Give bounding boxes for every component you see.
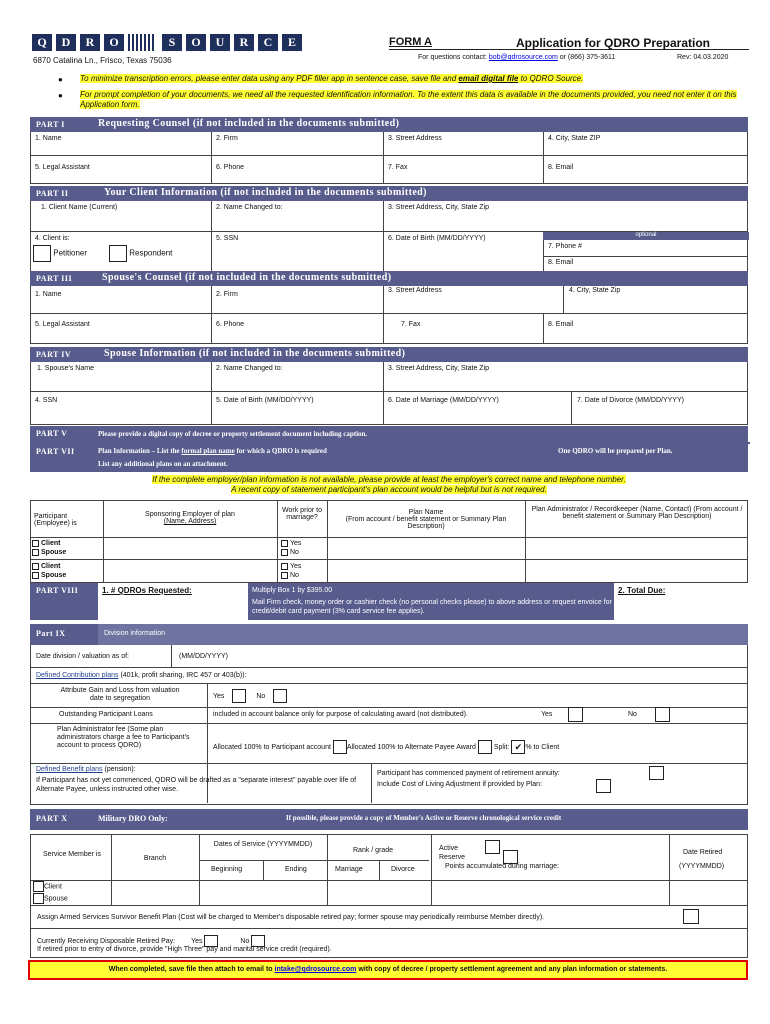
plan-name-header <box>341 509 511 530</box>
part-7-text-a: Plan Information – List the <box>98 447 182 455</box>
alloc-participant-checkbox[interactable] <box>333 740 347 754</box>
military-spouse-checkbox[interactable] <box>33 893 44 904</box>
high-three-note: If retired prior to entry of divorce, provide "High Three" pay and marital service credit (required). <box>37 946 332 953</box>
spouse-counsel-firm-field[interactable]: 2. Firm <box>216 291 238 298</box>
part-1-header <box>30 117 748 132</box>
part-title: Your Client Information (if not included in the documents submitted) <box>104 187 427 198</box>
logo-stripes-icon <box>128 34 156 51</box>
client-checkbox[interactable] <box>32 540 39 547</box>
client-email-field[interactable]: 8. Email <box>548 259 574 266</box>
counsel-firm-field[interactable]: 2. Firm <box>216 135 238 142</box>
part-label: PART III <box>36 274 73 283</box>
email-digital-file-link[interactable]: email digital file <box>458 74 519 83</box>
date-division-field[interactable]: (MM/DD/YYYY) <box>179 653 228 660</box>
client-phone-field[interactable]: 7. Phone # <box>548 243 582 250</box>
spouse-checkbox[interactable] <box>32 572 39 579</box>
footer-instructions <box>28 960 748 980</box>
contact-prefix: For questions contact: <box>418 54 487 61</box>
logo-letter: S <box>162 34 182 51</box>
agl-label: Attribute Gain and Loss from valuation date to segregation <box>60 687 180 702</box>
footer-text-b: with copy of decree / property settlement agreement and any plan information or statements. <box>356 966 668 973</box>
loans-no-label: No <box>628 711 637 718</box>
note-1-text-b: to QDRO Source. <box>518 74 584 83</box>
one-qdro-note: One QDRO will be prepared per Plan. <box>558 447 673 455</box>
part-7-line-1 <box>98 447 327 455</box>
client-name-field[interactable]: 1. Client Name (Current) <box>41 204 118 211</box>
header-rule <box>389 49 749 50</box>
plan-note-line-2: A recent copy of statement participant's plan account would be helpful but is not required. <box>231 485 547 494</box>
total-due-label: 2. Total Due: <box>618 586 666 595</box>
note-1 <box>80 74 748 83</box>
date-retired-format: (YYYYMMDD) <box>679 863 725 870</box>
spouse-name-field[interactable]: 1. Spouse's Name <box>37 365 94 372</box>
receiving-label: Currently Receiving Disposable Retired Pay: <box>37 937 176 945</box>
footer-text-a: When completed, save file then attach to email to <box>108 966 275 973</box>
yes-checkbox[interactable] <box>281 540 288 547</box>
part-7-header <box>30 444 748 472</box>
service-member-header: Service Member is <box>43 851 101 858</box>
optional-badge: optional <box>543 232 749 240</box>
employer-header-1: Sponsoring Employer of plan <box>145 511 235 518</box>
plan-note <box>30 475 748 495</box>
checkbox-box[interactable] <box>596 779 611 793</box>
logo-letter: C <box>258 34 278 51</box>
split-label: Split: <box>493 743 510 751</box>
active-label: Active <box>439 845 459 852</box>
part-3-row-2 <box>30 314 748 344</box>
split-pct-label: % to Client <box>525 743 560 751</box>
checkbox-box[interactable] <box>568 707 583 722</box>
loans-no-checkbox[interactable] <box>655 707 670 722</box>
checkbox-box[interactable] <box>503 850 518 864</box>
checkbox-box[interactable] <box>485 840 500 854</box>
date-of-marriage-field[interactable]: 6. Date of Marriage (MM/DD/YYYY) <box>388 397 499 404</box>
yes-checkbox[interactable] <box>281 563 288 570</box>
loans-label: Outstanding Participant Loans <box>59 711 153 718</box>
points-label: Points accumulated during marriage: <box>445 863 560 870</box>
part-10-header <box>30 809 748 830</box>
dc-label: Defined Contribution plans <box>36 672 119 679</box>
no-label: No <box>240 937 250 945</box>
spouse-label: Spouse <box>44 895 68 903</box>
db-rest: (pension): <box>102 766 136 773</box>
part-label: PART X <box>36 814 68 823</box>
spouse-counsel-city-field[interactable]: 4. City, State Zip <box>569 287 621 294</box>
spouse-counsel-phone-field[interactable]: 6. Phone <box>216 321 245 328</box>
respondent-label: Respondent <box>129 248 173 258</box>
row-2-participant <box>32 562 66 580</box>
client-checkbox[interactable] <box>32 563 39 570</box>
row-1-work-prior <box>281 539 301 557</box>
agl-options <box>213 689 287 703</box>
part-10-note: If possible, please provide a copy of Member's Active or Reserve chronological service credit <box>286 814 562 822</box>
spouse-address-field[interactable]: 3. Street Address, City, State Zip <box>388 365 490 372</box>
part-label: PART IV <box>36 350 72 359</box>
counsel-fax-field[interactable]: 7. Fax <box>388 164 408 171</box>
spouse-label: Spouse <box>41 572 67 579</box>
divorce-header: Divorce <box>391 866 415 873</box>
fee-label: Plan Administrator fee (Some plan administrators charge a fee to Participant's account to process QDRO) <box>57 726 190 749</box>
receiving-row <box>30 929 748 958</box>
rank-header: Rank / grade <box>353 847 394 854</box>
annuity-label: Participant has commenced payment of retirement annuity: <box>377 770 560 777</box>
note-2-text: For prompt completion of your documents, we need all the requested identification information. To the extent this data is available in the documents provided, you need not enter it on this Application form. <box>80 90 737 109</box>
part-label: PART V <box>36 429 68 438</box>
revision: Rev: 04.03.2020 <box>677 54 729 61</box>
bullet: ● <box>58 75 63 84</box>
client-dob-field[interactable]: 6. Date of Birth (MM/DD/YYYY) <box>388 235 486 242</box>
plan-name-header-1: Plan Name <box>408 509 444 516</box>
yes-label: Yes <box>290 540 302 547</box>
branch-header: Branch <box>143 855 167 862</box>
alloc-payee-checkbox[interactable] <box>478 740 492 754</box>
part-label: PART VIII <box>36 586 79 595</box>
client-ssn-field[interactable]: 5. SSN <box>216 235 239 242</box>
part-2-header <box>30 186 748 201</box>
contact-email-link[interactable]: bob@qdrosource.com <box>488 54 558 61</box>
petitioner-checkbox[interactable] <box>33 245 51 262</box>
db-label: Defined Benefit plans <box>36 766 103 773</box>
total-due-field[interactable] <box>614 583 748 620</box>
checkbox-box[interactable] <box>683 909 699 924</box>
spouse-name-changed-field[interactable]: 2. Name Changed to: <box>216 365 283 372</box>
part-title: Requesting Counsel (if not included in the documents submitted) <box>98 118 400 129</box>
sbp-checkbox[interactable] <box>683 909 699 924</box>
part-label: PART VII <box>36 447 75 456</box>
agl-yes-checkbox[interactable] <box>232 689 246 703</box>
loans-text: included in account balance only for purpose of calculating award (not distributed). <box>213 711 468 718</box>
part-title: Spouse Information (if not included in the documents submitted) <box>104 348 406 359</box>
logo-letter: O <box>104 34 124 51</box>
part-5-text: Please provide a digital copy of decree or property settlement document including caption. <box>98 430 368 438</box>
plan-table <box>30 500 748 583</box>
ending-header: Ending <box>285 866 307 873</box>
sbp-label: Assign Armed Services Survivor Benefit Plan (Cost will be charged to Member's disposable retired pay; former spouse may periodically reimburse Member directly). <box>37 914 545 921</box>
no-label: No <box>256 692 266 700</box>
logo-letter: R <box>234 34 254 51</box>
part-7-text-b: for which a QDRO is required <box>234 447 327 455</box>
spouse-dob-field[interactable]: 5. Date of Birth (MM/DD/YYYY) <box>216 397 314 404</box>
no-label: No <box>290 549 299 556</box>
fee-options <box>213 740 559 754</box>
part-7-line-2: List any additional plans on an attachment. <box>98 460 228 468</box>
spouse-counsel-assistant-field[interactable]: 5. Legal Assistant <box>35 321 90 328</box>
part-2-row-1 <box>30 201 748 232</box>
checkbox-box[interactable] <box>655 707 670 722</box>
sbp-row <box>30 906 748 929</box>
part-label: PART I <box>36 120 65 129</box>
logo-letter: Q <box>32 34 52 51</box>
respondent-checkbox[interactable] <box>109 245 127 262</box>
part-4-row-2 <box>30 392 748 425</box>
marriage-header: Marriage <box>335 866 363 873</box>
client-label: Client <box>41 563 61 570</box>
date-retired-header: Date Retired <box>683 849 723 856</box>
alloc1-label: Allocated 100% to Participant account <box>213 743 331 751</box>
qdros-requested-label: 1. # QDROs Requested: <box>102 586 192 595</box>
formal-plan-name: formal plan name <box>181 447 235 455</box>
counsel-phone-field[interactable]: 6. Phone <box>216 164 245 171</box>
part-9-title: Division information <box>104 630 166 637</box>
part-4-row-1 <box>30 362 748 392</box>
spouse-counsel-fax-field[interactable]: 7. Fax <box>401 321 421 328</box>
plan-name-header-2: (From account / benefit statement or Summary Plan Description) <box>345 516 507 530</box>
loans-yes-checkbox[interactable] <box>568 707 583 722</box>
note-1-text-a: To minimize transcription errors, please enter data using any PDF filler app in sentence case, save file and <box>80 74 459 83</box>
counsel-street-field[interactable]: 3. Street Address <box>388 135 442 142</box>
db-heading <box>36 766 136 773</box>
payment-instructions <box>252 586 612 616</box>
checkbox-box[interactable] <box>649 766 664 780</box>
part-label: PART II <box>36 189 69 198</box>
reserve-label: Reserve <box>439 854 466 861</box>
cola-checkbox[interactable] <box>596 779 611 793</box>
part-3-row-1 <box>30 286 748 314</box>
row-2-work-prior <box>281 562 301 580</box>
part-3-header <box>30 271 748 286</box>
client-is-label: 4. Client is: <box>35 235 70 242</box>
logo-letter: E <box>282 34 302 51</box>
contact-suffix: or (866) 375-3611 <box>559 54 616 61</box>
part-4-header <box>30 347 748 362</box>
payment-line-2: Mail Firm check, money order or cashier check (no personal checks please) to above address or request envoice for credit/debit card payment (3% card service fee applies). <box>252 599 612 615</box>
client-label: Client <box>44 883 62 891</box>
annuity-checkbox[interactable] <box>649 766 664 780</box>
form-title: Application for QDRO Preparation <box>516 36 711 50</box>
qdros-requested-field[interactable] <box>98 583 248 620</box>
part-9-body <box>30 645 748 805</box>
beginning-header: Beginning <box>211 866 243 873</box>
counsel-email-field[interactable]: 8. Email <box>548 164 574 171</box>
bullet: ● <box>58 91 63 100</box>
military-client-checkbox[interactable] <box>33 881 44 892</box>
cola-label: Include Cost of Living Adjustment if provided by Plan: <box>377 781 542 788</box>
qdro-source-logo <box>32 34 306 51</box>
spouse-label: Spouse <box>41 549 67 556</box>
agl-no-checkbox[interactable] <box>273 689 287 703</box>
spouse-counsel-name-field[interactable]: 1. Name <box>35 291 62 298</box>
logo-letter: R <box>80 34 100 51</box>
part-2-row-2 <box>30 232 748 272</box>
active-checkbox[interactable] <box>485 840 500 854</box>
part-1-row-2 <box>30 156 748 184</box>
date-of-divorce-field[interactable]: 7. Date of Divorce (MM/DD/YYYY) <box>577 397 684 404</box>
row-1-participant <box>32 539 66 557</box>
yes-label: Yes <box>213 692 225 700</box>
part-9-header <box>30 624 748 645</box>
part-label: Part IX <box>36 629 66 638</box>
logo-letter: U <box>210 34 230 51</box>
reserve-checkbox[interactable] <box>503 850 518 864</box>
yes-label: Yes <box>290 563 302 570</box>
dates-header: Dates of Service (YYYYMMDD) <box>213 841 313 848</box>
dc-rest: (401k, profit sharing, IRC 457 or 403(b)): <box>118 672 247 679</box>
yes-label: Yes <box>191 937 203 945</box>
employer-header <box>107 511 273 525</box>
plan-note-line-1: If the complete employer/plan information is not available, please provide at least the employer's correct name and telephone number. <box>152 475 626 484</box>
payment-line-1: Multiply Box 1 by $395.00 <box>252 587 333 594</box>
employer-header-2: (Name, Address) <box>163 518 217 525</box>
no-label: No <box>290 572 299 579</box>
administrator-header: Plan Administrator / Recordkeeper (Name, Contact) (From account / benefit statement or Summary Plan Description) <box>531 506 743 520</box>
petitioner-option[interactable] <box>33 245 87 262</box>
participant-header: Participant (Employee) is <box>34 513 77 527</box>
part-1-row-1 <box>30 132 748 156</box>
form-label: FORM A <box>389 36 432 48</box>
alloc2-label: Allocated 100% to Alternate Payee Award <box>346 743 476 751</box>
note-2 <box>80 90 748 110</box>
respondent-option[interactable] <box>109 245 172 262</box>
date-division-label: Date division / valuation as of: <box>36 653 129 660</box>
part-8-header <box>30 583 748 620</box>
loans-yes-label: Yes <box>541 711 553 718</box>
work-prior-header: Work prior to marriage? <box>282 507 322 521</box>
logo-letter: D <box>56 34 76 51</box>
spouse-counsel-email-field[interactable]: 8. Email <box>548 321 574 328</box>
petitioner-label: Petitioner <box>53 248 88 258</box>
no-checkbox[interactable] <box>281 572 288 579</box>
client-name-changed-field[interactable]: 2. Name Changed to: <box>216 204 283 211</box>
counsel-city-field[interactable]: 4. City, State ZIP <box>548 135 601 142</box>
part-10-title: Military DRO Only: <box>98 814 168 823</box>
military-table <box>30 834 748 906</box>
client-address-field[interactable]: 3. Street Address, City, State Zip <box>388 204 490 211</box>
db-text: If Participant has not yet commenced, QDRO will be drafted as a "separate interest" payable over life of Alternate Payee, unless instructed other wise. <box>36 777 357 793</box>
dc-heading <box>36 672 247 679</box>
split-checkbox[interactable]: ✔ <box>511 740 525 754</box>
spouse-checkbox[interactable] <box>32 549 39 556</box>
logo-letter: O <box>186 34 206 51</box>
part-title: Spouse's Counsel (if not included in the documents submitted) <box>102 272 392 283</box>
spouse-ssn-field[interactable]: 4. SSN <box>35 397 58 404</box>
counsel-assistant-field[interactable]: 5. Legal Assistant <box>35 164 90 171</box>
military-member-options <box>33 881 68 906</box>
contact-line <box>418 54 615 61</box>
intake-email-link[interactable]: intake@qdrosource.com <box>274 966 357 973</box>
company-address: 6870 Catalina Ln., Frisco, Texas 75036 <box>33 56 172 65</box>
part-5-header <box>30 426 748 442</box>
no-checkbox[interactable] <box>281 549 288 556</box>
spouse-counsel-street-field[interactable]: 3. Street Address <box>388 287 442 294</box>
client-label: Client <box>41 540 61 547</box>
counsel-name-field[interactable]: 1. Name <box>35 135 62 142</box>
